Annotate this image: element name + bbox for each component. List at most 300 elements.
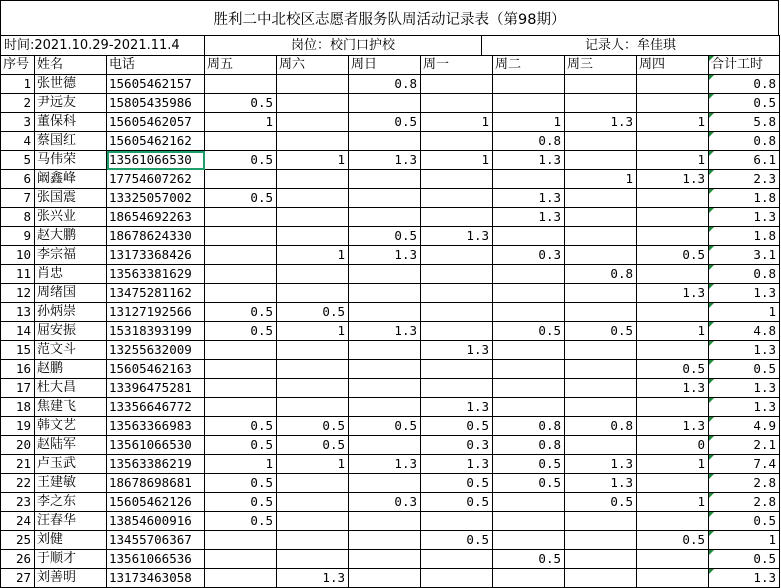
wed-cell[interactable] <box>565 360 637 379</box>
sat-cell[interactable]: 0.5 <box>277 436 349 455</box>
thu-cell[interactable]: 1 <box>637 493 709 512</box>
sat-cell[interactable] <box>277 512 349 531</box>
phone-cell[interactable]: 13561066530 <box>107 436 205 455</box>
tue-cell[interactable] <box>493 303 565 322</box>
wed-cell[interactable]: 0.8 <box>565 417 637 436</box>
fri-cell[interactable]: 1 <box>205 113 277 132</box>
sat-cell[interactable] <box>277 208 349 227</box>
total-cell[interactable]: 1.3 <box>709 208 780 227</box>
name-cell[interactable]: 尹远友 <box>35 94 107 113</box>
wed-cell[interactable] <box>565 246 637 265</box>
name-cell[interactable]: 刘善明 <box>35 569 107 588</box>
sun-cell[interactable] <box>349 531 421 550</box>
fri-cell[interactable] <box>205 265 277 284</box>
index-header[interactable]: 序号 <box>1 56 35 75</box>
thu-cell[interactable] <box>637 94 709 113</box>
thu-cell[interactable]: 0.5 <box>637 360 709 379</box>
mon-cell[interactable]: 1 <box>421 151 493 170</box>
wed-cell[interactable] <box>565 227 637 246</box>
sun-cell[interactable]: 0.5 <box>349 417 421 436</box>
sat-cell[interactable] <box>277 189 349 208</box>
phone-cell[interactable]: 17754607262 <box>107 170 205 189</box>
total-cell[interactable]: 1.8 <box>709 189 780 208</box>
tue-cell[interactable]: 0.5 <box>493 322 565 341</box>
phone-cell[interactable]: 15605462057 <box>107 113 205 132</box>
index-cell[interactable]: 14 <box>1 322 35 341</box>
total-cell[interactable]: 1.3 <box>709 398 780 417</box>
sun-cell[interactable] <box>349 94 421 113</box>
wed-cell[interactable]: 0.5 <box>565 493 637 512</box>
name-cell[interactable]: 周绪国 <box>35 284 107 303</box>
wed-cell[interactable] <box>565 531 637 550</box>
sun-cell[interactable] <box>349 379 421 398</box>
total-cell[interactable]: 6.1 <box>709 151 780 170</box>
fri-cell[interactable]: 0.5 <box>205 322 277 341</box>
sat-cell[interactable]: 0.5 <box>277 417 349 436</box>
tue-cell[interactable] <box>493 569 565 588</box>
recorder-cell[interactable]: 记录人：牟佳琪 <box>482 36 780 56</box>
phone-cell[interactable]: 13563366983 <box>107 417 205 436</box>
mon-cell[interactable] <box>421 360 493 379</box>
thu-cell[interactable] <box>637 265 709 284</box>
wed-cell[interactable] <box>565 75 637 94</box>
sun-cell[interactable]: 0.5 <box>349 227 421 246</box>
tue-cell[interactable] <box>493 75 565 94</box>
index-cell[interactable]: 2 <box>1 94 35 113</box>
sun-cell[interactable] <box>349 170 421 189</box>
fri-cell[interactable] <box>205 569 277 588</box>
index-cell[interactable]: 8 <box>1 208 35 227</box>
name-cell[interactable]: 赵鹏 <box>35 360 107 379</box>
time-range-cell[interactable]: 时间:2021.10.29-2021.11.4 <box>1 36 205 56</box>
fri-cell[interactable]: 0.5 <box>205 94 277 113</box>
tue-cell[interactable]: 1 <box>493 113 565 132</box>
tue-cell[interactable] <box>493 531 565 550</box>
fri-cell[interactable]: 0.5 <box>205 474 277 493</box>
index-cell[interactable]: 24 <box>1 512 35 531</box>
sun-cell[interactable]: 1.3 <box>349 246 421 265</box>
total-cell[interactable]: 0.5 <box>709 550 780 569</box>
wed-cell[interactable] <box>565 550 637 569</box>
phone-cell[interactable]: 15605462163 <box>107 360 205 379</box>
sat-cell[interactable] <box>277 227 349 246</box>
total-hours-header[interactable]: 合计工时 <box>709 56 780 75</box>
index-cell[interactable]: 16 <box>1 360 35 379</box>
total-cell[interactable]: 1.8 <box>709 227 780 246</box>
sun-cell[interactable] <box>349 208 421 227</box>
name-cell[interactable]: 杜大昌 <box>35 379 107 398</box>
mon-cell[interactable] <box>421 569 493 588</box>
wed-cell[interactable] <box>565 436 637 455</box>
phone-cell[interactable]: 13563381629 <box>107 265 205 284</box>
tue-cell[interactable] <box>493 341 565 360</box>
tue-cell[interactable]: 0.5 <box>493 550 565 569</box>
mon-cell[interactable] <box>421 265 493 284</box>
sat-cell[interactable] <box>277 398 349 417</box>
fri-cell[interactable] <box>205 379 277 398</box>
total-cell[interactable]: 7.4 <box>709 455 780 474</box>
mon-cell[interactable]: 1 <box>421 113 493 132</box>
fri-cell[interactable] <box>205 246 277 265</box>
total-cell[interactable]: 1.3 <box>709 569 780 588</box>
wed-cell[interactable]: 1.3 <box>565 455 637 474</box>
wed-cell[interactable]: 0.5 <box>565 322 637 341</box>
fri-cell[interactable]: 1 <box>205 455 277 474</box>
tue-cell[interactable] <box>493 227 565 246</box>
tue-header[interactable]: 周二 <box>493 56 565 75</box>
total-cell[interactable]: 2.8 <box>709 474 780 493</box>
sat-cell[interactable] <box>277 550 349 569</box>
name-cell[interactable]: 刘健 <box>35 531 107 550</box>
tue-cell[interactable]: 0.3 <box>493 246 565 265</box>
mon-cell[interactable] <box>421 170 493 189</box>
sun-cell[interactable]: 0.3 <box>349 493 421 512</box>
name-cell[interactable]: 卢玉武 <box>35 455 107 474</box>
index-cell[interactable]: 1 <box>1 75 35 94</box>
fri-cell[interactable]: 0.5 <box>205 189 277 208</box>
total-cell[interactable]: 0.5 <box>709 512 780 531</box>
thu-cell[interactable]: 1 <box>637 113 709 132</box>
name-cell[interactable]: 孙炳崇 <box>35 303 107 322</box>
name-cell[interactable]: 范文斗 <box>35 341 107 360</box>
name-header[interactable]: 姓名 <box>35 56 107 75</box>
mon-cell[interactable]: 0.3 <box>421 436 493 455</box>
name-cell[interactable]: 董保科 <box>35 113 107 132</box>
sun-header[interactable]: 周日 <box>349 56 421 75</box>
tue-cell[interactable] <box>493 493 565 512</box>
fri-cell[interactable]: 0.5 <box>205 417 277 436</box>
index-cell[interactable]: 19 <box>1 417 35 436</box>
sun-cell[interactable] <box>349 436 421 455</box>
phone-cell[interactable]: 13475281162 <box>107 284 205 303</box>
tue-cell[interactable] <box>493 170 565 189</box>
wed-cell[interactable]: 1.3 <box>565 113 637 132</box>
sat-cell[interactable] <box>277 284 349 303</box>
phone-cell[interactable]: 15605462157 <box>107 75 205 94</box>
phone-cell[interactable]: 18678698681 <box>107 474 205 493</box>
sun-cell[interactable] <box>349 284 421 303</box>
wed-cell[interactable] <box>565 398 637 417</box>
total-cell[interactable]: 1 <box>709 303 780 322</box>
wed-cell[interactable] <box>565 189 637 208</box>
index-cell[interactable]: 26 <box>1 550 35 569</box>
wed-cell[interactable] <box>565 132 637 151</box>
sun-cell[interactable]: 1.3 <box>349 151 421 170</box>
mon-cell[interactable] <box>421 284 493 303</box>
sat-cell[interactable] <box>277 113 349 132</box>
mon-cell[interactable]: 0.5 <box>421 474 493 493</box>
thu-cell[interactable]: 1 <box>637 455 709 474</box>
mon-cell[interactable]: 1.3 <box>421 455 493 474</box>
sat-cell[interactable] <box>277 94 349 113</box>
mon-cell[interactable] <box>421 379 493 398</box>
mon-cell[interactable]: 1.3 <box>421 398 493 417</box>
phone-cell[interactable]: 13563386219 <box>107 455 205 474</box>
sun-cell[interactable] <box>349 132 421 151</box>
name-cell[interactable]: 李之东 <box>35 493 107 512</box>
index-cell[interactable]: 3 <box>1 113 35 132</box>
name-cell[interactable]: 于顺才 <box>35 550 107 569</box>
sun-cell[interactable] <box>349 303 421 322</box>
fri-cell[interactable]: 0.5 <box>205 151 277 170</box>
sat-cell[interactable]: 1.3 <box>277 569 349 588</box>
wed-cell[interactable] <box>565 512 637 531</box>
wed-cell[interactable] <box>565 379 637 398</box>
name-cell[interactable]: 蔡国红 <box>35 132 107 151</box>
mon-cell[interactable] <box>421 303 493 322</box>
tue-cell[interactable]: 0.5 <box>493 455 565 474</box>
wed-cell[interactable] <box>565 208 637 227</box>
fri-cell[interactable] <box>205 208 277 227</box>
mon-cell[interactable]: 0.5 <box>421 493 493 512</box>
mon-cell[interactable] <box>421 208 493 227</box>
sun-cell[interactable] <box>349 550 421 569</box>
phone-cell[interactable]: 15805435986 <box>107 94 205 113</box>
tue-cell[interactable]: 0.8 <box>493 436 565 455</box>
mon-cell[interactable] <box>421 512 493 531</box>
total-cell[interactable]: 1.3 <box>709 341 780 360</box>
sun-cell[interactable]: 0.8 <box>349 75 421 94</box>
mon-cell[interactable] <box>421 132 493 151</box>
phone-cell[interactable]: 18678624330 <box>107 227 205 246</box>
tue-cell[interactable] <box>493 379 565 398</box>
total-cell[interactable]: 4.9 <box>709 417 780 436</box>
sun-cell[interactable] <box>349 265 421 284</box>
sat-cell[interactable] <box>277 170 349 189</box>
sun-cell[interactable] <box>349 474 421 493</box>
thu-cell[interactable] <box>637 303 709 322</box>
name-cell[interactable]: 屈安振 <box>35 322 107 341</box>
index-cell[interactable]: 9 <box>1 227 35 246</box>
sat-cell[interactable]: 1 <box>277 455 349 474</box>
tue-cell[interactable] <box>493 94 565 113</box>
mon-cell[interactable] <box>421 189 493 208</box>
index-cell[interactable]: 23 <box>1 493 35 512</box>
mon-cell[interactable] <box>421 94 493 113</box>
sat-cell[interactable] <box>277 360 349 379</box>
mon-cell[interactable]: 0.5 <box>421 417 493 436</box>
sat-cell[interactable]: 1 <box>277 246 349 265</box>
post-cell[interactable]: 岗位：校门口护校 <box>205 36 482 56</box>
thu-cell[interactable]: 1 <box>637 151 709 170</box>
index-cell[interactable]: 21 <box>1 455 35 474</box>
fri-cell[interactable] <box>205 132 277 151</box>
sun-cell[interactable] <box>349 189 421 208</box>
sat-cell[interactable]: 1 <box>277 151 349 170</box>
name-cell[interactable]: 阚鑫峰 <box>35 170 107 189</box>
fri-cell[interactable] <box>205 341 277 360</box>
tue-cell[interactable] <box>493 360 565 379</box>
thu-header[interactable]: 周四 <box>637 56 709 75</box>
total-cell[interactable]: 0.8 <box>709 265 780 284</box>
sat-cell[interactable] <box>277 341 349 360</box>
tue-cell[interactable]: 0.8 <box>493 132 565 151</box>
sun-cell[interactable] <box>349 512 421 531</box>
sun-cell[interactable]: 1.3 <box>349 455 421 474</box>
thu-cell[interactable]: 0.5 <box>637 246 709 265</box>
tue-cell[interactable]: 1.3 <box>493 208 565 227</box>
wed-cell[interactable] <box>565 303 637 322</box>
phone-cell[interactable]: 13325057002 <box>107 189 205 208</box>
index-cell[interactable]: 4 <box>1 132 35 151</box>
sun-cell[interactable] <box>349 398 421 417</box>
sat-cell[interactable] <box>277 474 349 493</box>
wed-cell[interactable] <box>565 284 637 303</box>
index-cell[interactable]: 18 <box>1 398 35 417</box>
sat-cell[interactable] <box>277 531 349 550</box>
fri-cell[interactable]: 0.5 <box>205 493 277 512</box>
total-cell[interactable]: 4.8 <box>709 322 780 341</box>
phone-cell[interactable]: 13173368426 <box>107 246 205 265</box>
fri-cell[interactable]: 0.5 <box>205 512 277 531</box>
index-cell[interactable]: 13 <box>1 303 35 322</box>
total-cell[interactable]: 0.8 <box>709 132 780 151</box>
thu-cell[interactable] <box>637 569 709 588</box>
mon-cell[interactable] <box>421 550 493 569</box>
name-cell[interactable]: 肖忠 <box>35 265 107 284</box>
mon-cell[interactable]: 0.5 <box>421 531 493 550</box>
sat-cell[interactable] <box>277 75 349 94</box>
sun-cell[interactable]: 0.5 <box>349 113 421 132</box>
index-cell[interactable]: 6 <box>1 170 35 189</box>
total-cell[interactable]: 2.3 <box>709 170 780 189</box>
wed-header[interactable]: 周三 <box>565 56 637 75</box>
thu-cell[interactable]: 1.3 <box>637 284 709 303</box>
total-cell[interactable]: 2.8 <box>709 493 780 512</box>
index-cell[interactable]: 25 <box>1 531 35 550</box>
name-cell[interactable]: 焦建飞 <box>35 398 107 417</box>
fri-cell[interactable] <box>205 170 277 189</box>
name-cell[interactable]: 张兴业 <box>35 208 107 227</box>
sun-cell[interactable] <box>349 569 421 588</box>
thu-cell[interactable] <box>637 208 709 227</box>
fri-cell[interactable] <box>205 531 277 550</box>
wed-cell[interactable]: 1 <box>565 170 637 189</box>
tue-cell[interactable] <box>493 398 565 417</box>
fri-header[interactable]: 周五 <box>205 56 277 75</box>
thu-cell[interactable] <box>637 75 709 94</box>
total-cell[interactable]: 0.8 <box>709 75 780 94</box>
sat-cell[interactable] <box>277 493 349 512</box>
tue-cell[interactable] <box>493 265 565 284</box>
phone-cell[interactable]: 18654692263 <box>107 208 205 227</box>
phone-cell[interactable]: 13854600916 <box>107 512 205 531</box>
tue-cell[interactable] <box>493 512 565 531</box>
index-cell[interactable]: 20 <box>1 436 35 455</box>
name-cell[interactable]: 张国震 <box>35 189 107 208</box>
name-cell[interactable]: 李宗福 <box>35 246 107 265</box>
wed-cell[interactable] <box>565 151 637 170</box>
sun-cell[interactable] <box>349 360 421 379</box>
index-cell[interactable]: 17 <box>1 379 35 398</box>
total-cell[interactable]: 0.5 <box>709 360 780 379</box>
phone-cell[interactable]: 13255632009 <box>107 341 205 360</box>
mon-cell[interactable]: 1.3 <box>421 227 493 246</box>
phone-cell[interactable]: 13561066530 <box>107 151 205 170</box>
fri-cell[interactable] <box>205 284 277 303</box>
sat-cell[interactable] <box>277 265 349 284</box>
thu-cell[interactable] <box>637 398 709 417</box>
fri-cell[interactable] <box>205 398 277 417</box>
total-cell[interactable]: 1 <box>709 531 780 550</box>
sat-cell[interactable]: 1 <box>277 322 349 341</box>
wed-cell[interactable] <box>565 341 637 360</box>
total-cell[interactable]: 1.3 <box>709 379 780 398</box>
mon-header[interactable]: 周一 <box>421 56 493 75</box>
sat-header[interactable]: 周六 <box>277 56 349 75</box>
total-cell[interactable]: 5.8 <box>709 113 780 132</box>
thu-cell[interactable] <box>637 227 709 246</box>
thu-cell[interactable]: 0 <box>637 436 709 455</box>
phone-cell[interactable]: 13396475281 <box>107 379 205 398</box>
phone-cell[interactable]: 13455706367 <box>107 531 205 550</box>
thu-cell[interactable]: 1.3 <box>637 170 709 189</box>
thu-cell[interactable] <box>637 132 709 151</box>
thu-cell[interactable] <box>637 474 709 493</box>
fri-cell[interactable]: 0.5 <box>205 303 277 322</box>
fri-cell[interactable] <box>205 75 277 94</box>
phone-cell[interactable]: 13356646772 <box>107 398 205 417</box>
total-cell[interactable]: 3.1 <box>709 246 780 265</box>
total-cell[interactable]: 2.1 <box>709 436 780 455</box>
thu-cell[interactable] <box>637 189 709 208</box>
mon-cell[interactable] <box>421 246 493 265</box>
total-cell[interactable]: 0.5 <box>709 94 780 113</box>
fri-cell[interactable] <box>205 227 277 246</box>
tue-cell[interactable]: 1.3 <box>493 189 565 208</box>
phone-cell[interactable]: 15605462126 <box>107 493 205 512</box>
wed-cell[interactable] <box>565 569 637 588</box>
tue-cell[interactable]: 0.5 <box>493 474 565 493</box>
wed-cell[interactable]: 0.8 <box>565 265 637 284</box>
mon-cell[interactable] <box>421 75 493 94</box>
phone-cell[interactable]: 13561066536 <box>107 550 205 569</box>
wed-cell[interactable] <box>565 94 637 113</box>
name-cell[interactable]: 赵大鹏 <box>35 227 107 246</box>
name-cell[interactable]: 赵陆军 <box>35 436 107 455</box>
thu-cell[interactable]: 1 <box>637 322 709 341</box>
sun-cell[interactable] <box>349 341 421 360</box>
phone-cell[interactable]: 15318393199 <box>107 322 205 341</box>
tue-cell[interactable] <box>493 284 565 303</box>
index-cell[interactable]: 22 <box>1 474 35 493</box>
sat-cell[interactable]: 0.5 <box>277 303 349 322</box>
phone-cell[interactable]: 13173463058 <box>107 569 205 588</box>
index-cell[interactable]: 10 <box>1 246 35 265</box>
tue-cell[interactable]: 0.8 <box>493 417 565 436</box>
thu-cell[interactable] <box>637 341 709 360</box>
index-cell[interactable]: 7 <box>1 189 35 208</box>
thu-cell[interactable]: 0.5 <box>637 531 709 550</box>
fri-cell[interactable]: 0.5 <box>205 436 277 455</box>
index-cell[interactable]: 5 <box>1 151 35 170</box>
thu-cell[interactable]: 1.3 <box>637 417 709 436</box>
name-cell[interactable]: 汪春华 <box>35 512 107 531</box>
mon-cell[interactable]: 1.3 <box>421 341 493 360</box>
phone-cell[interactable]: 15605462162 <box>107 132 205 151</box>
index-cell[interactable]: 12 <box>1 284 35 303</box>
phone-cell[interactable]: 13127192566 <box>107 303 205 322</box>
sat-cell[interactable] <box>277 132 349 151</box>
fri-cell[interactable] <box>205 360 277 379</box>
thu-cell[interactable] <box>637 550 709 569</box>
index-cell[interactable]: 27 <box>1 569 35 588</box>
name-cell[interactable]: 韩文艺 <box>35 417 107 436</box>
thu-cell[interactable]: 1.3 <box>637 379 709 398</box>
sat-cell[interactable] <box>277 379 349 398</box>
index-cell[interactable]: 11 <box>1 265 35 284</box>
sun-cell[interactable]: 1.3 <box>349 322 421 341</box>
